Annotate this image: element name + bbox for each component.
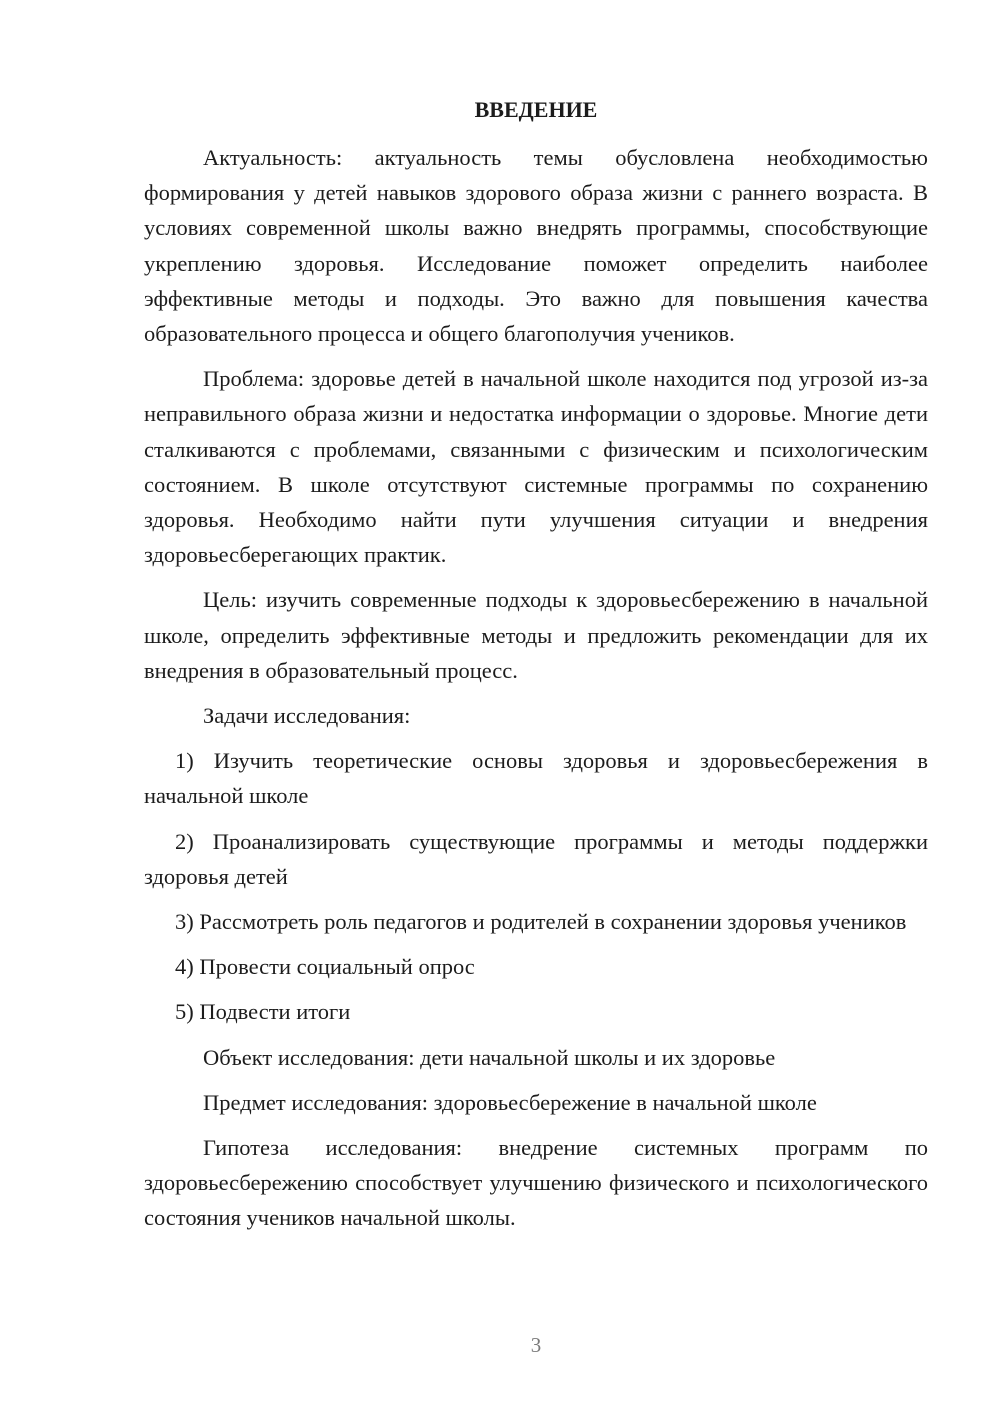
task-item-3: 3) Рассмотреть роль педагогов и родителей в сохранении здоровья учеников (175, 909, 907, 935)
goal-paragraph: Цель: изучить современные подходы к здоровьесбережению в начальной школе, определить эффективные методы и предложить рекомендации для их внедрения в образовательный процесс. (144, 587, 928, 683)
subject-paragraph: Предмет исследования: здоровьесбережение в начальной школе (203, 1089, 817, 1115)
problem-paragraph: Проблема: здоровье детей в начальной школе находится под угрозой из-за неправильного образа жизни и недостатка информации о здоровье. Многие дети сталкиваются с проблемами, связанными с физическим и психологическим состоянием. В школе отсутствуют системные программы по сохранению здоровья. Необходимо найти пути улучшения ситуации и внедрения здоровьесберегающих практик. (144, 366, 928, 568)
task-item-2: 2) Проанализировать существующие программы и методы поддержки здоровья детей (144, 828, 928, 889)
page-number: 3 (530, 1333, 542, 1357)
section-title: ВВЕДЕНИЕ (474, 97, 598, 122)
task-item-1: 1) Изучить теоретические основы здоровья и здоровьесбережения в начальной школе (144, 748, 928, 809)
task-item-5: 5) Подвести итоги (175, 999, 351, 1025)
hypothesis-paragraph: Гипотеза исследования: внедрение системных программ по здоровьесбережению способствует улучшению физического и психологического состояния учеников начальной школы. (144, 1135, 928, 1231)
object-paragraph: Объект исследования: дети начальной школы и их здоровье (203, 1044, 776, 1070)
tasks-heading: Задачи исследования: (203, 703, 411, 729)
relevance-paragraph: Актуальность: актуальность темы обусловлена необходимостью формирования у детей навыков здорового образа жизни с раннего возраста. В условиях современной школы важно внедрять программы, способствующие укреплению здоровья. Исследование поможет определить наиболее эффективные методы и подходы. Это важно для повышения качества образовательного процесса и общего благополучия учеников. (144, 145, 928, 347)
document-body (144, 92, 928, 1246)
task-item-4: 4) Провести социальный опрос (175, 954, 475, 980)
